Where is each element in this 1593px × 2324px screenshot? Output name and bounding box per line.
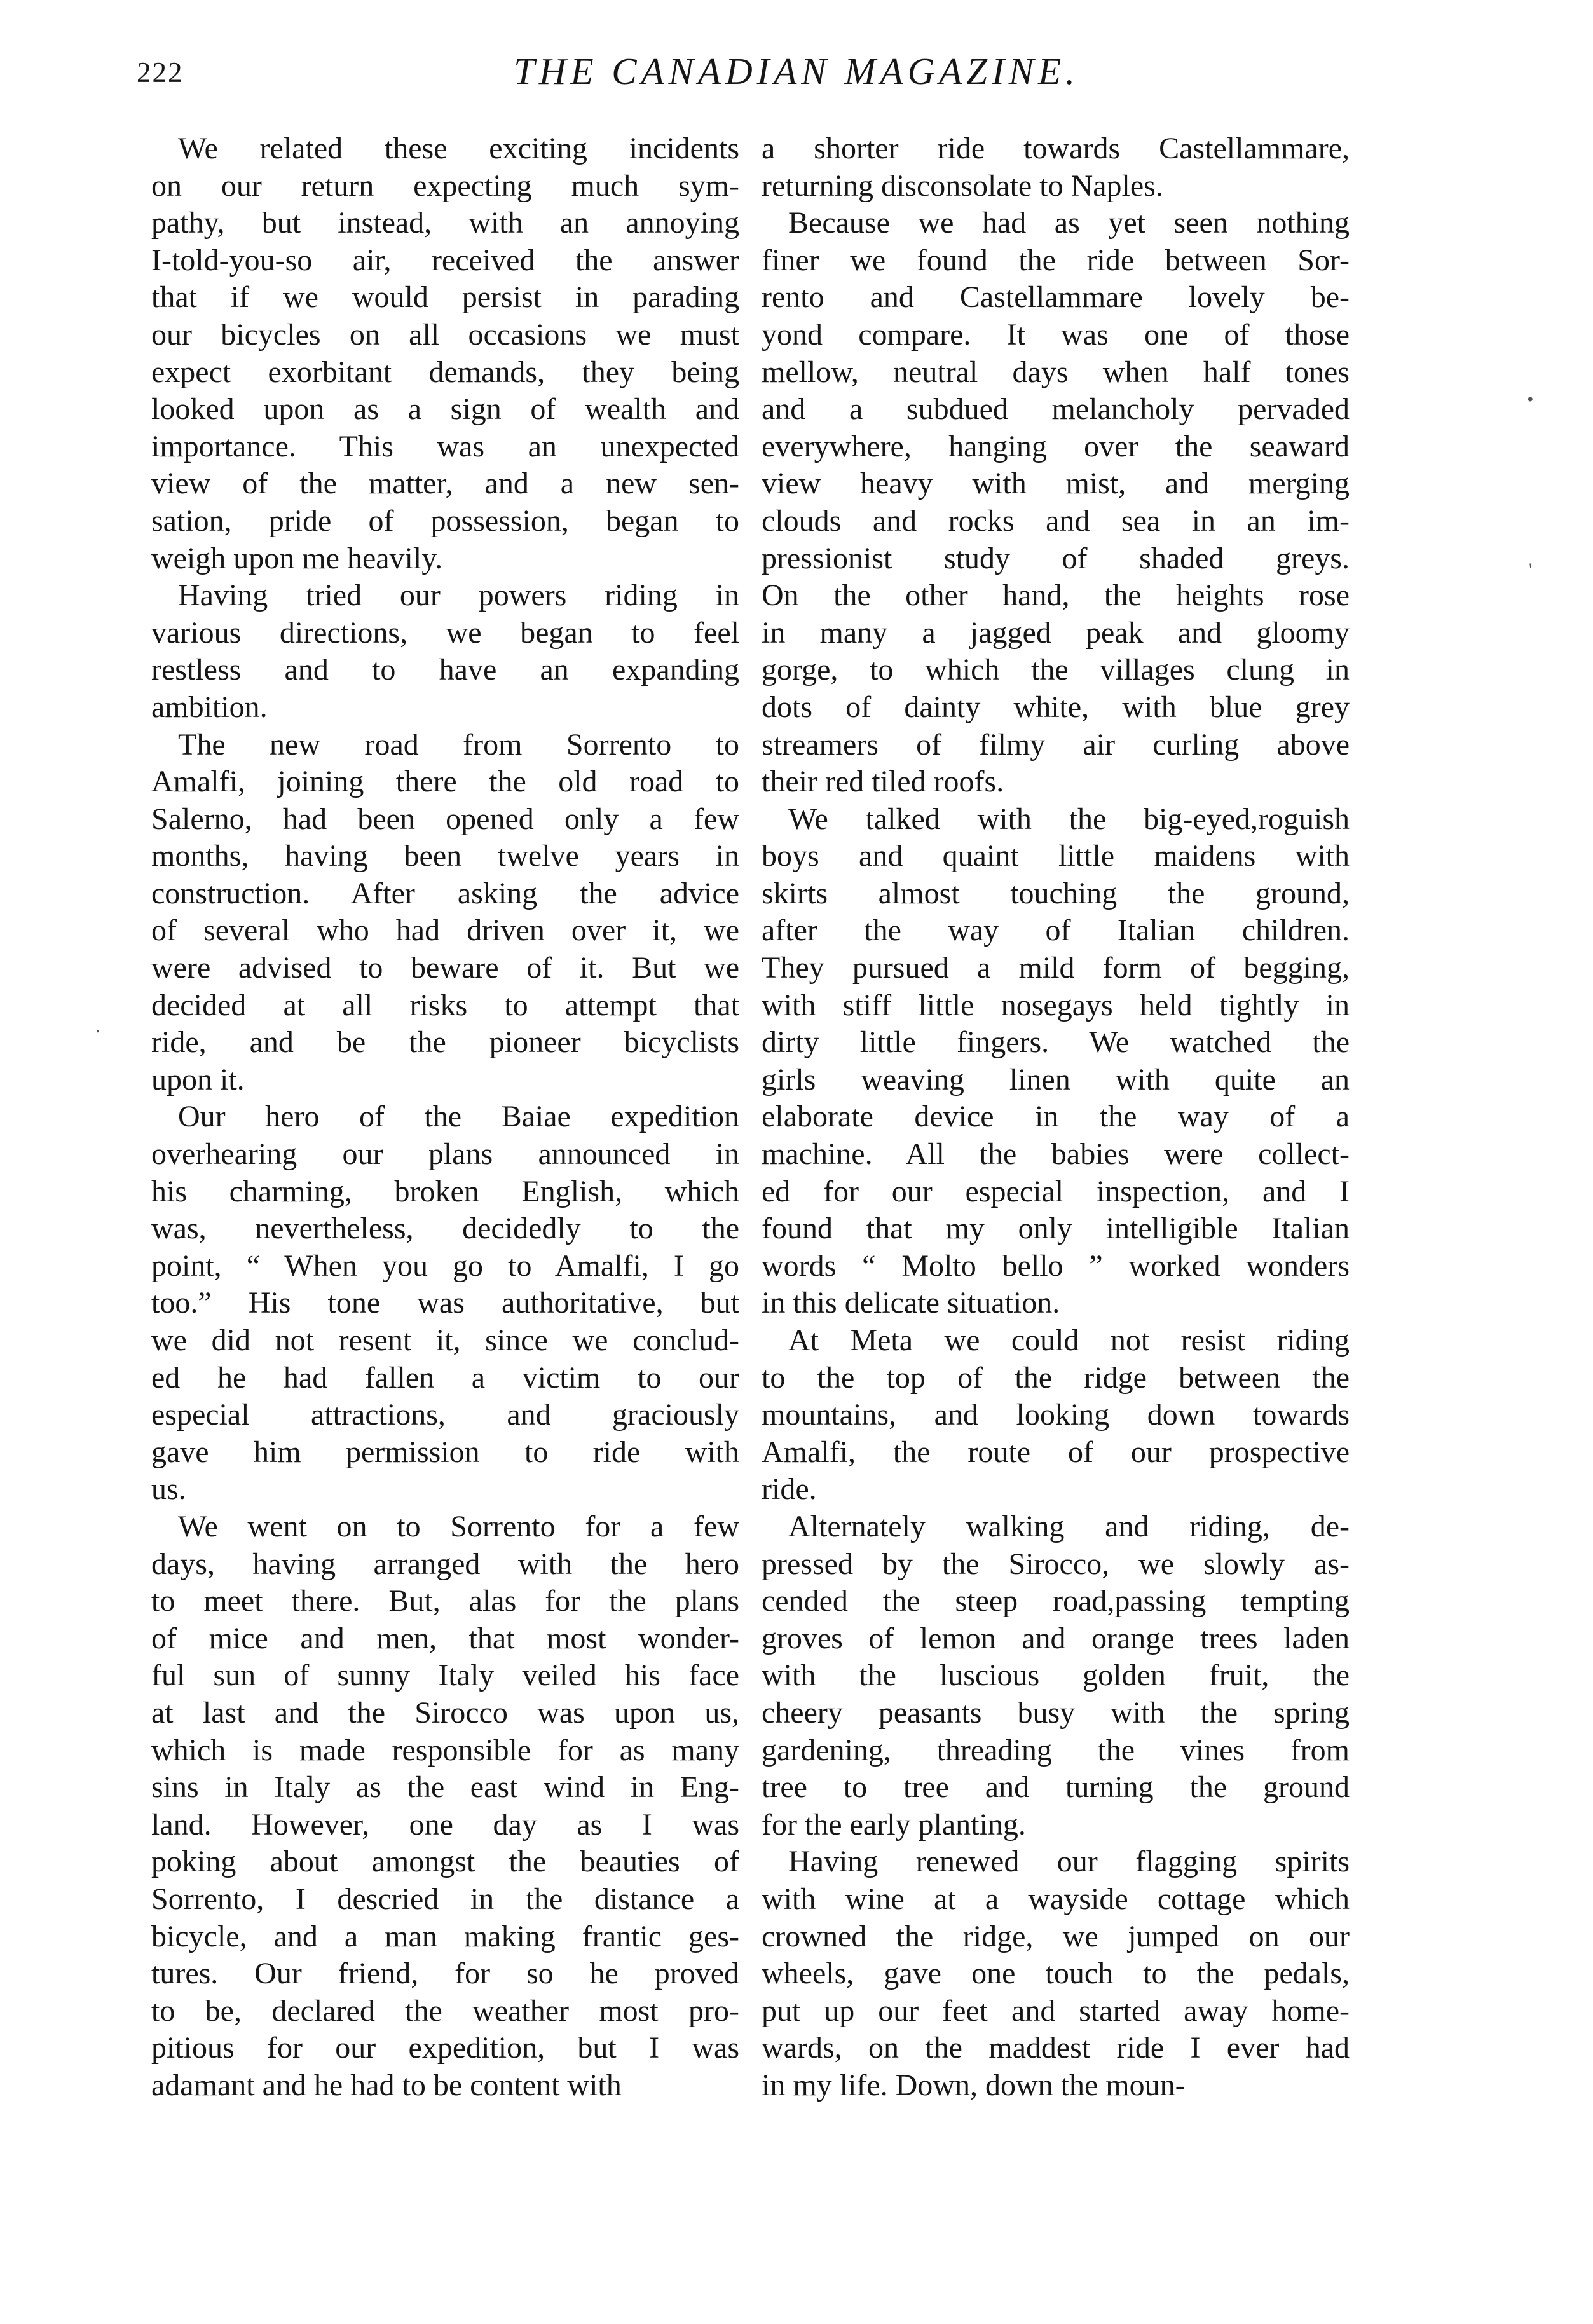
text-line: weigh upon me heavily. (151, 541, 443, 575)
text-line: Because we had as yet seen nothing (788, 206, 1350, 240)
paragraph (151, 130, 739, 577)
text-line: on our return expecting much sym- (151, 168, 739, 203)
text-line: sins in Italy as the east wind in Eng- (151, 1770, 739, 1805)
text-line: Amalfi, the route of our prospective (762, 1435, 1350, 1469)
text-line: tree to tree and turning the ground (762, 1770, 1350, 1805)
paragraph (151, 1098, 739, 1508)
page-number: 222 (137, 57, 184, 88)
text-line: We went on to Sorrento for a few (178, 1509, 739, 1543)
text-line: land. However, one day as I was (151, 1807, 739, 1842)
margin-speck: . (95, 1016, 100, 1037)
text-line: looked upon as a sign of wealth and (151, 392, 739, 427)
text-line: ful sun of sunny Italy veiled his face (151, 1658, 739, 1693)
text-line: a shorter ride towards Castellammare, (762, 132, 1350, 165)
text-line: construction. After asking the advice (151, 876, 739, 910)
text-line: which is made responsible for as many (151, 1733, 739, 1767)
text-line: pitious for our expedition, but I was (151, 2031, 739, 2065)
margin-speck: • (1527, 389, 1534, 410)
text-line: and a subdued melancholy pervaded (762, 392, 1350, 427)
text-line: with wine at a wayside cottage which (762, 1882, 1350, 1916)
text-line: words “ Molto bello ” worked wonders (762, 1248, 1350, 1283)
paragraph (151, 1508, 739, 2105)
text-line: various directions, we began to feel (151, 615, 739, 650)
paragraph (762, 1322, 1350, 1508)
text-line: overhearing our plans announced in (151, 1137, 739, 1172)
text-line: view of the matter, and a new sen- (151, 467, 739, 501)
text-line: restless and to have an expanding (151, 653, 739, 687)
text-line: upon it. (151, 1062, 245, 1097)
text-line: machine. All the babies were collect- (762, 1137, 1350, 1172)
text-line: Amalfi, joining there the old road to (151, 765, 739, 799)
text-line: finer we found the ride between Sor- (762, 243, 1350, 277)
text-line: Having renewed our flagging spirits (788, 1845, 1350, 1879)
text-line: of mice and men, that most wonder- (151, 1621, 739, 1655)
text-line: at last and the Sirocco was upon us, (151, 1695, 739, 1730)
paragraph (762, 130, 1350, 205)
paragraph (762, 801, 1350, 1322)
text-line: Sorrento, I descried in the distance a (151, 1882, 739, 1916)
right-column (762, 130, 1350, 2104)
text-line: yond compare. It was one of those (762, 317, 1350, 352)
text-line: pressed by the Sirocco, we slowly as- (762, 1547, 1350, 1581)
text-line: ed for our especial inspection, and I (762, 1174, 1350, 1208)
text-line: view heavy with mist, and merging (762, 467, 1350, 501)
text-line: poking about amongst the beauties of (151, 1845, 739, 1879)
text-line: clouds and rocks and sea in an im- (762, 503, 1350, 538)
text-line: They pursued a mild form of begging, (762, 951, 1350, 985)
text-line: especial attractions, and graciously (151, 1398, 739, 1432)
text-line: wheels, gave one touch to the pedals, (762, 1957, 1350, 1991)
paragraph (762, 205, 1350, 801)
text-line: boys and quaint little maidens with (762, 839, 1350, 873)
text-line: with stiff little nosegays held tightly in (762, 988, 1350, 1022)
text-line: The new road from Sorrento to (178, 727, 739, 762)
text-line: in this delicate situation. (762, 1286, 1060, 1320)
text-line: dirty little fingers. We watched the (762, 1025, 1350, 1060)
text-line: groves of lemon and orange trees laden (762, 1621, 1350, 1655)
text-line: too.” His tone was authoritative, but (151, 1286, 739, 1320)
text-line: everywhere, hanging over the seaward (762, 429, 1350, 463)
text-line: ride. (762, 1472, 817, 1507)
text-line: gardening, threading the vines from (762, 1733, 1350, 1767)
text-line: to the top of the ridge between the (762, 1360, 1350, 1395)
text-line: elaborate device in the way of a (762, 1100, 1350, 1134)
text-line: of several who had driven over it, we (151, 913, 739, 948)
text-line: Salerno, had been opened only a few (151, 802, 739, 836)
text-line: streamers of filmy air curling above (762, 727, 1350, 762)
text-line: found that my only intelligible Italian (762, 1212, 1350, 1246)
text-line: cended the steep road,passing tempting (762, 1584, 1350, 1618)
text-line: dots of dainty white, with blue grey (762, 690, 1350, 724)
text-line: sation, pride of possession, began to (151, 503, 739, 538)
text-line: On the other hand, the heights rose (762, 578, 1350, 613)
text-line: in many a jagged peak and gloomy (762, 615, 1350, 650)
text-line: ambition. (151, 690, 268, 724)
margin-speck: ' (1529, 559, 1533, 580)
text-line: wards, on the maddest ride I ever had (762, 2031, 1350, 2065)
text-line: after the way of Italian children. (762, 913, 1350, 948)
text-line: tures. Our friend, for so he proved (151, 1957, 739, 1991)
text-line: pressionist study of shaded greys. (762, 541, 1350, 575)
text-line: gorge, to which the villages clung in (762, 653, 1350, 687)
text-line: mountains, and looking down towards (762, 1398, 1350, 1432)
text-line: ride, and be the pioneer bicyclists (151, 1025, 739, 1060)
text-line: their red tiled roofs. (762, 765, 1004, 799)
text-line: that if we would persist in parading (151, 280, 739, 315)
text-line: We talked with the big-eyed,roguish (788, 802, 1350, 836)
text-line: gave him permission to ride with (151, 1435, 739, 1469)
text-line: At Meta we could not resist riding (788, 1323, 1350, 1357)
text-line: point, “ When you go to Amalfi, I go (151, 1248, 739, 1283)
text-line: his charming, broken English, which (151, 1174, 739, 1208)
text-line: expect exorbitant demands, they being (151, 355, 739, 389)
text-line: Our hero of the Baiae expedition (178, 1100, 739, 1134)
text-line: was, nevertheless, decidedly to the (151, 1212, 739, 1246)
text-line: Having tried our powers riding in (178, 578, 739, 613)
text-line: importance. This was an unexpected (151, 429, 739, 463)
text-line: Alternately walking and riding, de- (788, 1509, 1350, 1543)
text-line: mellow, neutral days when half tones (762, 355, 1350, 389)
text-line: months, having been twelve years in (151, 839, 739, 873)
text-line: to be, declared the weather most pro- (151, 1993, 739, 2028)
left-column (151, 130, 739, 2104)
text-line: to meet there. But, alas for the plans (151, 1584, 739, 1618)
text-line: we did not resent it, since we conclud- (151, 1323, 739, 1357)
text-line: decided at all risks to attempt that (151, 988, 739, 1022)
text-line: pathy, but instead, with an annoying (151, 206, 739, 240)
text-line: skirts almost touching the ground, (762, 876, 1350, 910)
text-line: adamant and he had to be content with (151, 2068, 622, 2102)
paragraph (762, 1508, 1350, 1843)
text-line: girls weaving linen with quite an (762, 1062, 1350, 1097)
paragraph (151, 577, 739, 726)
text-line: our bicycles on all occasions we must (151, 317, 739, 352)
text-line: cheery peasants busy with the spring (762, 1695, 1350, 1730)
text-line: ed he had fallen a victim to our (151, 1360, 739, 1395)
text-line: rento and Castellammare lovely be- (762, 280, 1350, 315)
text-line: bicycle, and a man making frantic ges- (151, 1919, 739, 1953)
text-line: I-told-you-so air, received the answer (151, 243, 739, 277)
text-line: days, having arranged with the hero (151, 1547, 739, 1581)
text-line: in my life. Down, down the moun- (762, 2068, 1186, 2102)
text-line: were advised to beware of it. But we (151, 951, 739, 985)
running-title: THE CANADIAN MAGAZINE. (514, 50, 1079, 92)
text-line: returning disconsolate to Naples. (762, 168, 1163, 203)
text-line: We related these exciting incidents (178, 132, 739, 165)
text-line: crowned the ridge, we jumped on our (762, 1919, 1350, 1953)
text-line: put up our feet and started away home- (762, 1993, 1350, 2028)
text-line: with the luscious golden fruit, the (762, 1658, 1350, 1693)
text-line: for the early planting. (762, 1807, 1026, 1842)
text-line: us. (151, 1472, 186, 1507)
paragraph (762, 1843, 1350, 2104)
paragraph (151, 727, 739, 1099)
